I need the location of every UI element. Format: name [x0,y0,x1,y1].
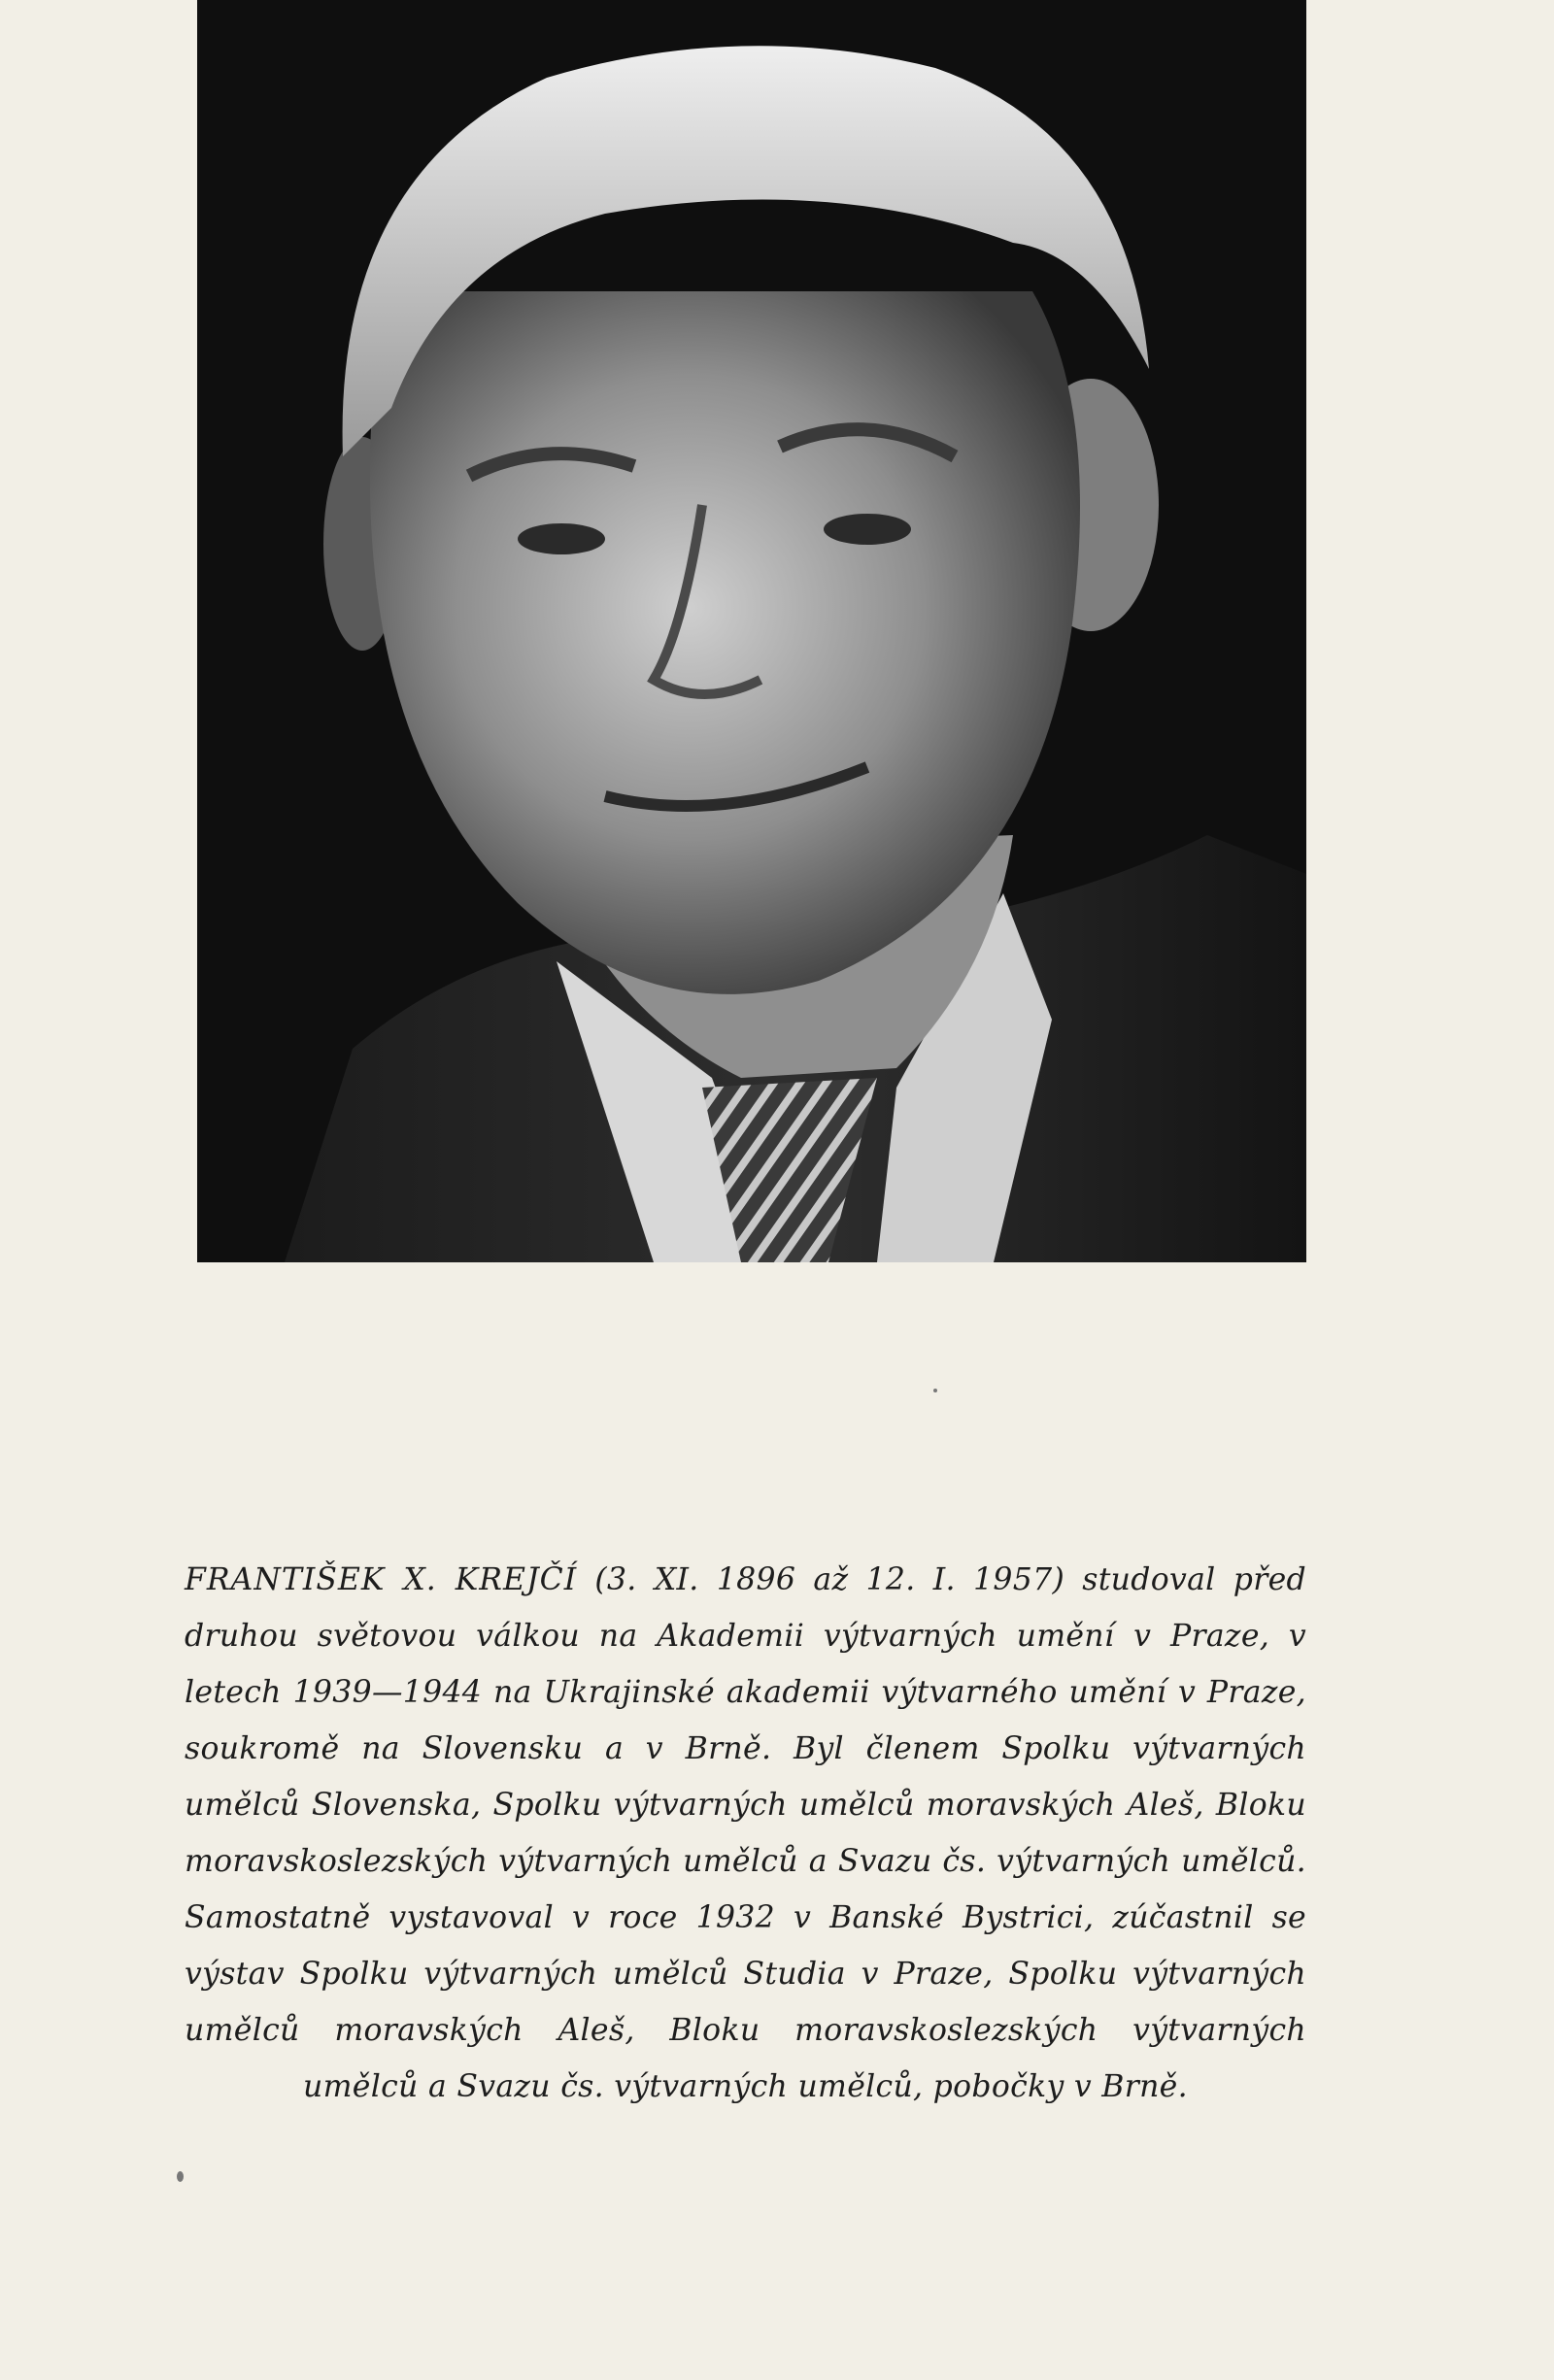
caption-body: (3. XI. 1896 až 12. I. 1957) studoval před druhou světovou válkou na Akademii výtvarných umění v Praze, v letech 1939—1944 na Ukrajinské akademii výtvarného umění v Praze, soukromě na Slovensku a v Brně. Byl členem Spolku výtvarných umělců Slovenska, Spolku výtvarných umělců moravských Aleš, Bloku moravskoslezských výtvarných umělců a Svazu čs. výtvarných umělců. Samostatně vystavoval v roce 1932 v Banské Bystrici, zúčastnil se výstav Spolku výtvarných umělců Studia v Praze, Spolku výtvarných umělců moravských Aleš, Bloku moravskoslezských výtvarných umělců a Svazu čs. výtvarných umělců, pobočky v Brně. [185,1562,1306,2104]
portrait-photo-icon [197,0,1306,1262]
caption-paragraph [185,1552,1306,2115]
portrait-photo [197,0,1306,1262]
artist-name: FRANTIŠEK X. KREJČÍ [185,1562,578,1597]
print-speck [933,1389,937,1392]
print-speck [177,2171,184,2182]
